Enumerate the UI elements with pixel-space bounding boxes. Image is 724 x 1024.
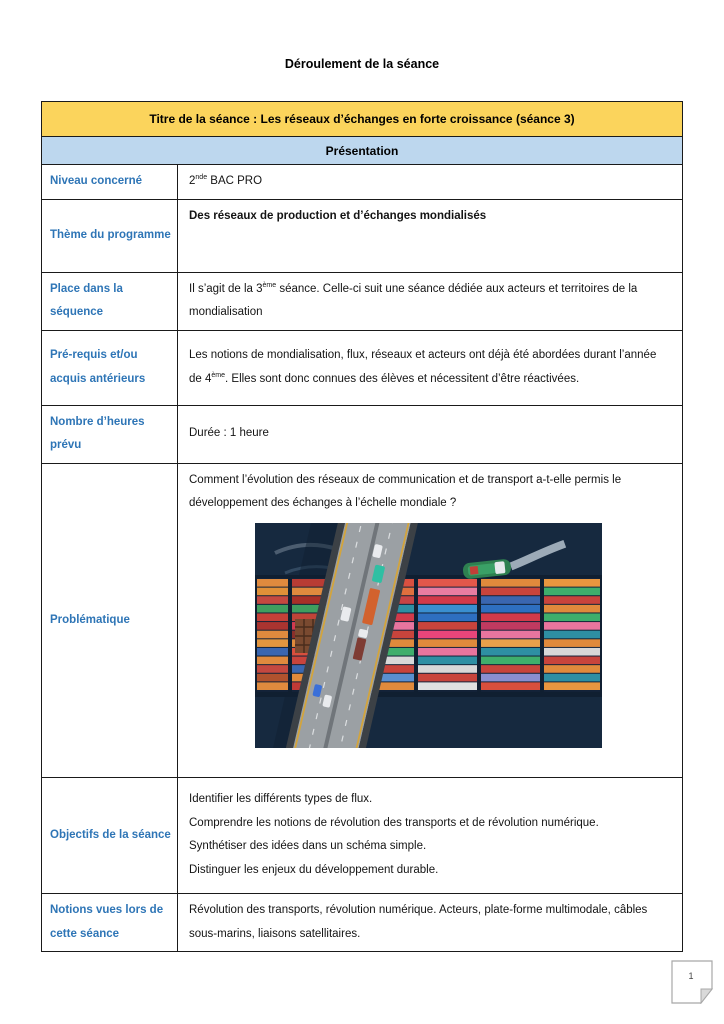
objectif-line: Identifier les différents types de flux. — [189, 793, 373, 806]
container-strip — [418, 631, 477, 639]
container-strip — [544, 588, 600, 596]
tug-stern — [470, 566, 479, 575]
container-strip — [544, 631, 600, 639]
theme-value: Des réseaux de production et d’échanges mondialisés — [189, 209, 487, 222]
row-prerequis — [42, 330, 683, 405]
page-number: 1 — [688, 971, 694, 981]
content-prerequis — [178, 330, 683, 405]
table-title-row — [42, 102, 683, 137]
container-strip — [481, 622, 540, 630]
container-strip — [544, 665, 600, 673]
content-niveau — [178, 165, 683, 200]
container-strip — [418, 613, 477, 621]
content-heures: Durée : 1 heure — [178, 405, 683, 463]
container-strip — [544, 656, 600, 664]
container-strip — [257, 648, 288, 656]
content-notions: Révolution des transports, révolution numérique. Acteurs, plate-forme multimodale, câbles sous-marins, liaisons satellitaires. — [178, 893, 683, 951]
prerequis-value-sup: ème — [211, 371, 226, 379]
place-value-pre: Il s’agit de la 3 — [189, 282, 263, 295]
container-strip — [257, 588, 288, 596]
container-strip — [418, 665, 477, 673]
content-problematique — [178, 463, 683, 777]
section-header: Présentation — [42, 137, 683, 165]
place-value-sup: ème — [262, 281, 277, 289]
container-strip — [418, 656, 477, 664]
row-niveau — [42, 165, 683, 200]
content-objectifs — [178, 777, 683, 893]
container-strip — [481, 656, 540, 664]
label-prerequis: Pré-requis et/ou acquis antérieurs — [42, 330, 178, 405]
container-strip — [481, 648, 540, 656]
row-problematique — [42, 463, 683, 777]
content-place — [178, 272, 683, 330]
container-strip — [257, 596, 288, 604]
label-theme: Thème du programme — [42, 199, 178, 272]
label-notions: Notions vues lors de cette séance — [42, 893, 178, 951]
row-notions — [42, 893, 683, 951]
objectif-line: Distinguer les enjeux du développement durable. — [189, 864, 439, 876]
niveau-value-pre: 2 — [189, 175, 196, 187]
container-strip — [418, 674, 477, 682]
row-heures — [42, 405, 683, 463]
container-strip — [544, 648, 600, 656]
container-strip — [418, 648, 477, 656]
row-place — [42, 272, 683, 330]
label-place: Place dans la séquence — [42, 272, 178, 330]
container-strip — [257, 639, 288, 647]
container-strip — [544, 682, 600, 690]
niveau-value-post: BAC PRO — [207, 175, 263, 187]
container-strip — [257, 622, 288, 630]
container-strip — [481, 665, 540, 673]
label-objectifs: Objectifs de la séance — [42, 777, 178, 893]
label-niveau: Niveau concerné — [42, 165, 178, 200]
container-strip — [544, 613, 600, 621]
container-strip — [257, 665, 288, 673]
container-strip — [418, 682, 477, 690]
container-strip — [257, 613, 288, 621]
container-strip — [481, 596, 540, 604]
page-number-icon — [671, 960, 713, 1004]
niveau-value-sup: nde — [195, 174, 208, 182]
container-strip — [257, 579, 288, 587]
container-strip — [418, 622, 477, 630]
row-objectifs — [42, 777, 683, 893]
container-strip — [481, 579, 540, 587]
prerequis-value-post: . Elles sont donc connues des élèves et nécessitent d’être réactivées. — [225, 372, 580, 385]
container-strip — [257, 674, 288, 682]
seance-table — [41, 101, 683, 952]
row-theme — [42, 199, 683, 272]
problematique-photo-wrap — [255, 523, 602, 748]
label-problematique: Problématique — [42, 463, 178, 777]
container-strip — [544, 622, 600, 630]
place-value-post: séance. Celle-ci suit une séance dédiée aux acteurs et territoires de la mondialisation — [189, 282, 638, 319]
page-fold-corner — [701, 989, 712, 1003]
container-strip — [544, 639, 600, 647]
container-strip — [481, 605, 540, 613]
prerequis-value-pre: Les notions de mondialisation, flux, réseaux et acteurs ont déjà été abordées durant l’année de 4 — [189, 349, 657, 385]
container-strip — [481, 588, 540, 596]
container-strip — [418, 596, 477, 604]
container-strip — [544, 596, 600, 604]
container-strip — [544, 674, 600, 682]
container-strip — [418, 605, 477, 613]
container-strip — [257, 682, 288, 690]
container-strip — [544, 579, 600, 587]
container-strip — [418, 588, 477, 596]
container-strip — [481, 639, 540, 647]
page-title: Déroulement de la séance — [284, 57, 440, 71]
label-heures: Nombre d’heures prévu — [42, 405, 178, 463]
container-ship-photo — [255, 523, 602, 748]
container-strip — [418, 639, 477, 647]
container-strip — [418, 579, 477, 587]
container-strip — [481, 674, 540, 682]
table-section-row — [42, 137, 683, 165]
container-strip — [481, 631, 540, 639]
container-strip — [481, 613, 540, 621]
container-strip — [257, 605, 288, 613]
content-theme — [178, 199, 683, 272]
container-strip — [544, 605, 600, 613]
container-strip — [257, 631, 288, 639]
objectif-line: Synthétiser des idées dans un schéma simple. — [189, 840, 427, 853]
seance-title: Titre de la séance : Les réseaux d’échanges en forte croissance (séance 3) — [42, 102, 683, 137]
objectif-line: Comprendre les notions de révolution des transports et de révolution numérique. — [189, 816, 599, 829]
tug-cabin — [494, 561, 505, 574]
container-strip — [257, 656, 288, 664]
problematique-question: Comment l’évolution des réseaux de communication et de transport a-t-elle permis le développement des échanges à l’échelle mondiale ? — [189, 473, 622, 510]
container-strip — [481, 682, 540, 690]
